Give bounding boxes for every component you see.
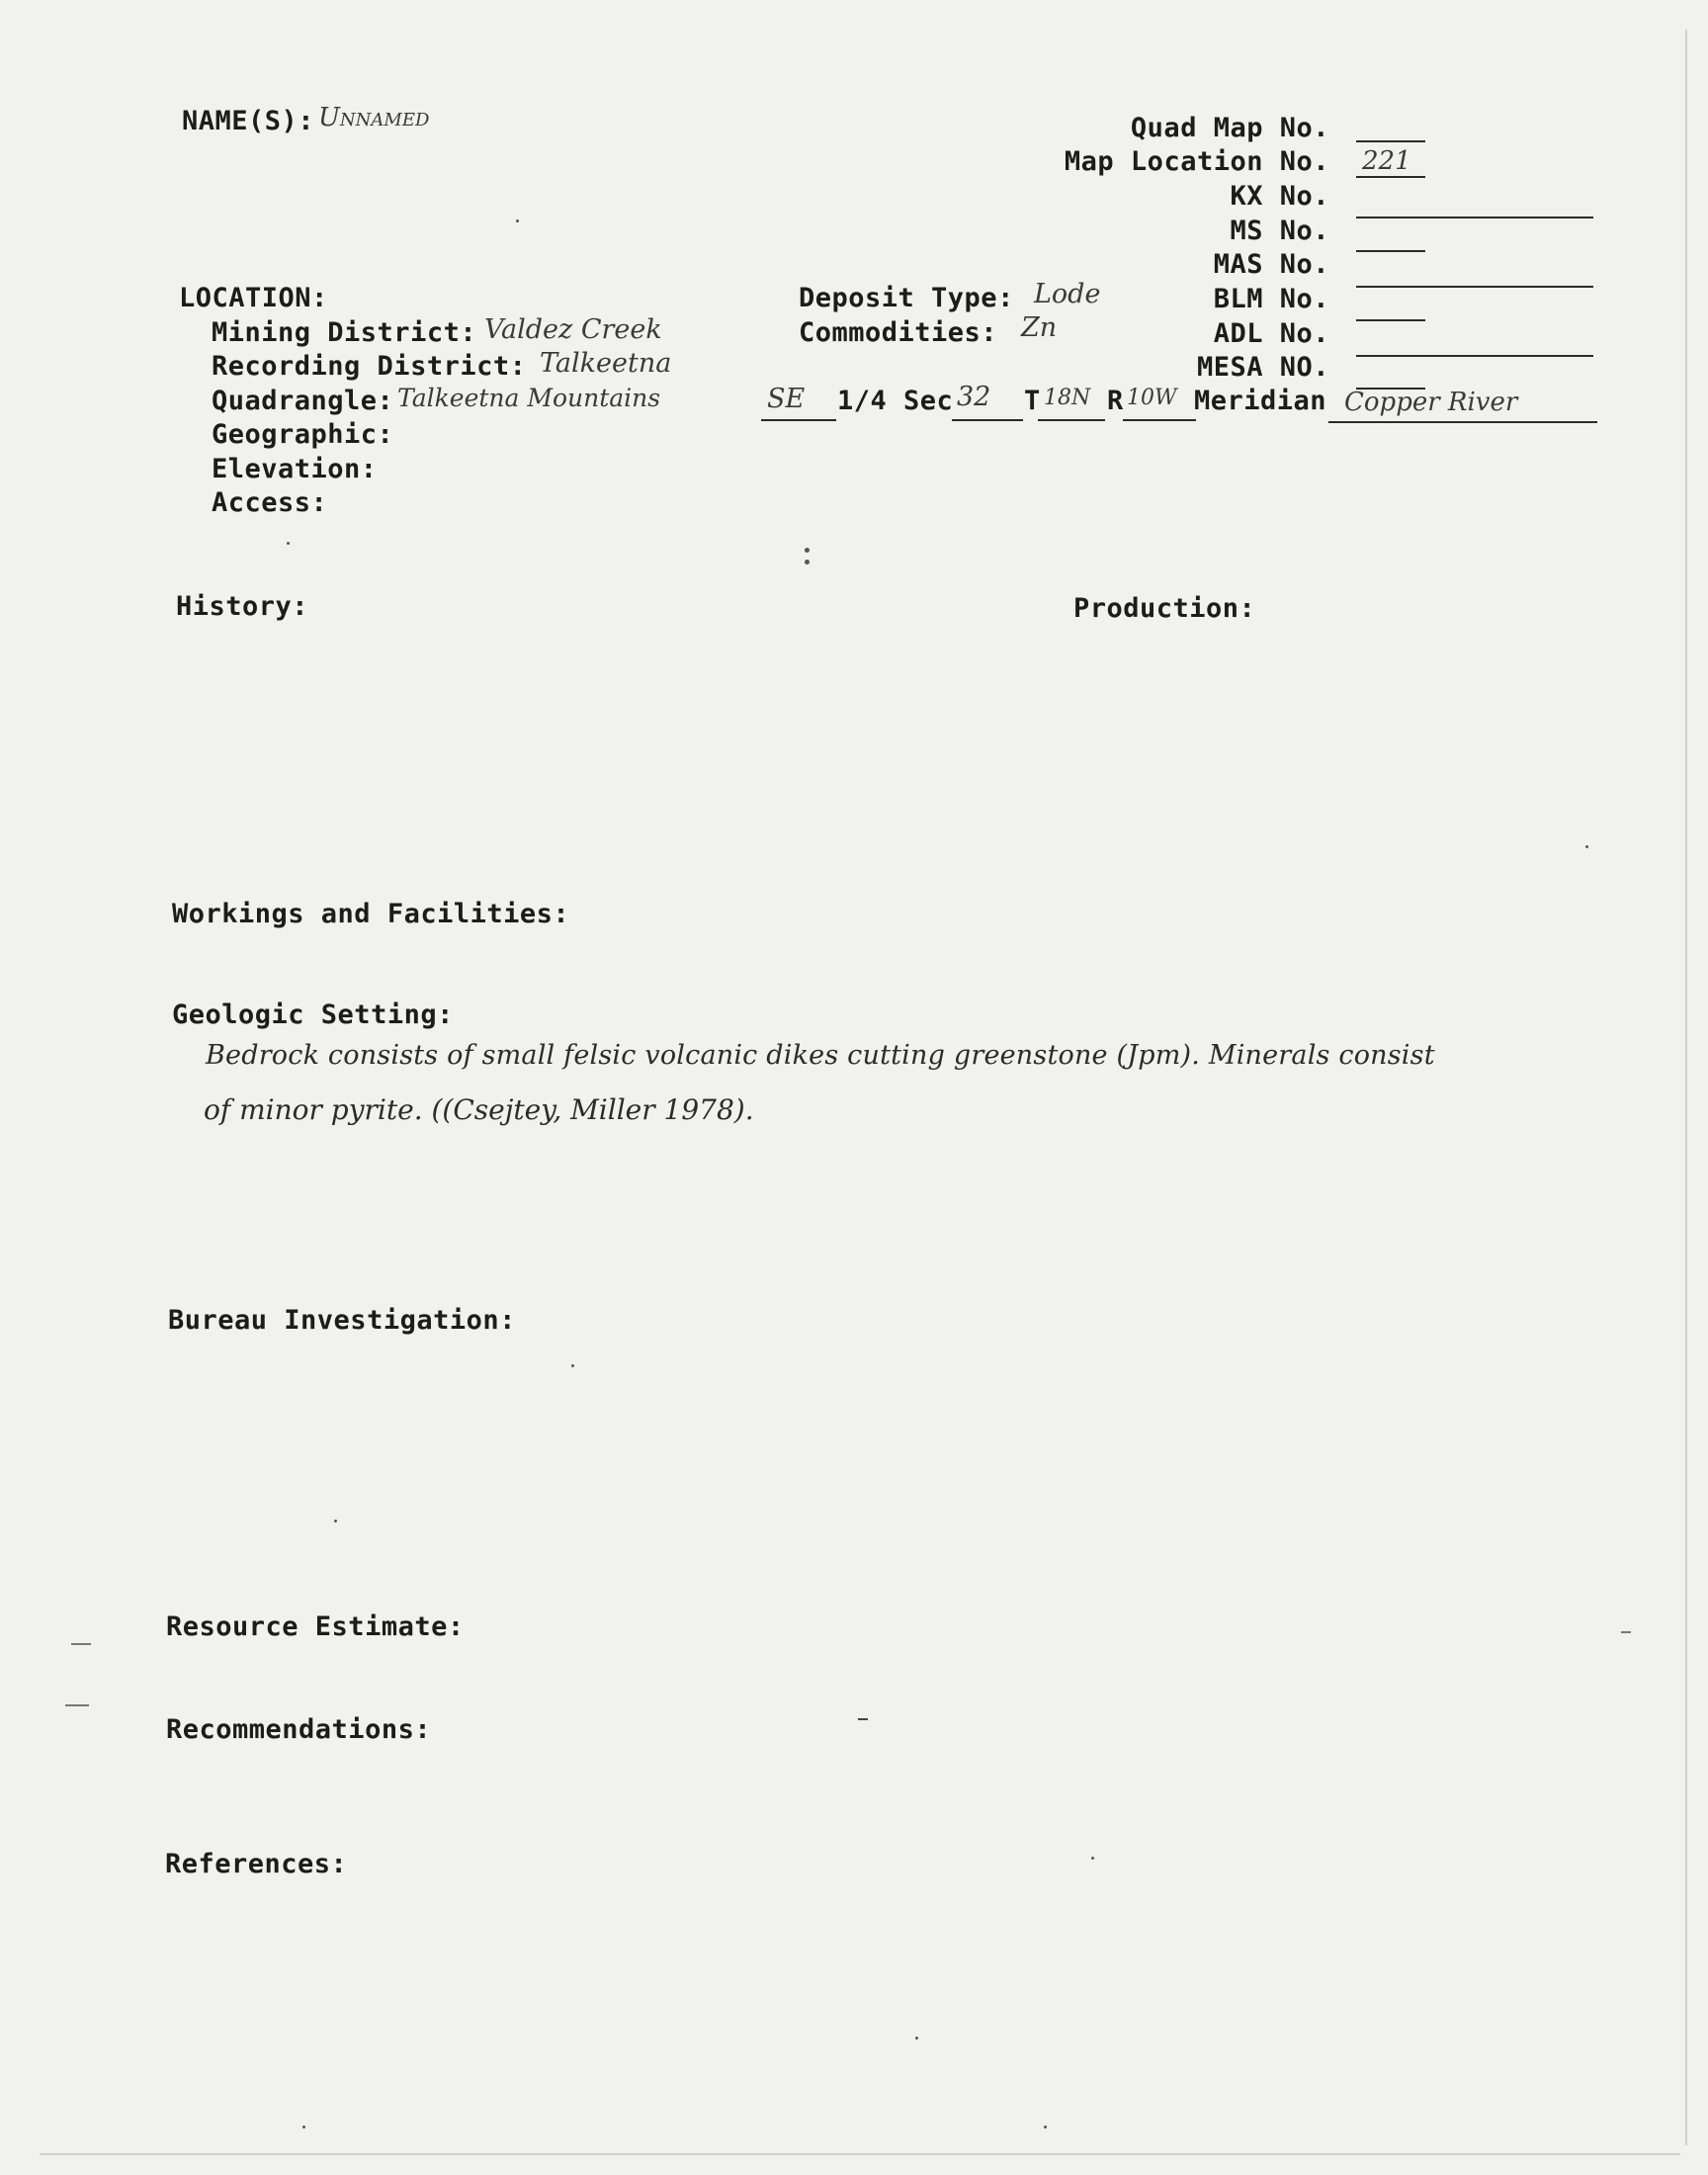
meridian-value: Copper River xyxy=(1344,388,1518,417)
scan-speck xyxy=(915,2037,918,2040)
production-label: Production: xyxy=(1073,593,1256,624)
geologic-text-line-2: of minor pyrite. ((Csejtey, Miller 1978). xyxy=(204,1093,754,1126)
mas-line xyxy=(1356,286,1593,288)
scan-dash xyxy=(1621,1631,1631,1633)
meridian-label: Meridian xyxy=(1194,386,1327,416)
scan-speck xyxy=(1044,2126,1047,2129)
scan-mark xyxy=(805,548,810,553)
quad-map-line xyxy=(1356,140,1425,142)
blm-label: BLM No. xyxy=(1213,284,1329,314)
quarter-value: SE xyxy=(767,384,806,414)
bureau-investigation-label: Bureau Investigation: xyxy=(168,1305,516,1336)
scan-dash xyxy=(65,1704,89,1706)
geographic-label: Geographic: xyxy=(212,419,394,450)
quarter-sec-label: 1/4 Sec xyxy=(837,386,954,416)
adl-line xyxy=(1356,355,1593,357)
access-label: Access: xyxy=(212,487,328,518)
range-label: R xyxy=(1107,386,1124,416)
page-edge-bottom xyxy=(40,2153,1680,2155)
scan-speck xyxy=(516,219,519,222)
recording-district-value: Talkeetna xyxy=(540,348,672,379)
geologic-text-line-1: Bedrock consists of small felsic volcanic dikes cutting greenstone (Jpm). Minerals consist xyxy=(206,1040,1435,1071)
map-location-label: Map Location No. xyxy=(1064,146,1329,177)
range-value: 10W xyxy=(1127,386,1177,410)
mas-label: MAS No. xyxy=(1213,249,1329,280)
scan-mark xyxy=(805,560,810,565)
mesa-label: MESA NO. xyxy=(1196,352,1329,383)
scan-dash xyxy=(858,1718,868,1720)
names-label: NAME(S): xyxy=(182,106,315,136)
commodities-label: Commodities: xyxy=(799,317,998,348)
quadrangle-value: Talkeetna Mountains xyxy=(397,384,661,412)
ms-line xyxy=(1356,250,1425,252)
commodities-value: Zn xyxy=(1021,312,1058,343)
section-line xyxy=(952,419,1023,421)
quarter-line xyxy=(761,419,836,421)
scan-speck xyxy=(1091,1857,1094,1860)
map-location-line xyxy=(1356,176,1425,178)
workings-label: Workings and Facilities: xyxy=(172,899,570,929)
meridian-line xyxy=(1328,421,1597,423)
township-label: T xyxy=(1024,386,1041,416)
mining-district-value: Valdez Creek xyxy=(484,314,662,345)
blm-line xyxy=(1356,319,1425,321)
deposit-type-label: Deposit Type: xyxy=(799,283,1014,313)
quadrangle-label: Quadrangle: xyxy=(212,386,394,416)
deposit-type-value: Lode xyxy=(1034,279,1101,309)
scan-speck xyxy=(287,542,290,545)
recommendations-label: Recommendations: xyxy=(166,1714,432,1745)
range-line xyxy=(1123,419,1196,421)
scan-speck xyxy=(334,1520,337,1522)
kx-line xyxy=(1356,217,1593,218)
resource-estimate-label: Resource Estimate: xyxy=(166,1611,465,1642)
elevation-label: Elevation: xyxy=(212,454,378,484)
ms-label: MS No. xyxy=(1230,216,1329,246)
township-line xyxy=(1038,419,1105,421)
scan-speck xyxy=(302,2126,305,2129)
scan-speck xyxy=(571,1364,574,1367)
recording-district-label: Recording District: xyxy=(212,351,527,382)
map-location-value: 221 xyxy=(1362,146,1411,176)
adl-label: ADL No. xyxy=(1213,318,1329,349)
kx-label: KX No. xyxy=(1230,181,1329,212)
location-heading: LOCATION: xyxy=(179,283,328,313)
mining-district-label: Mining District: xyxy=(212,317,477,348)
references-label: References: xyxy=(165,1849,348,1879)
page-edge-right xyxy=(1685,30,1687,2145)
names-value: Unnamed xyxy=(318,103,430,132)
section-value: 32 xyxy=(957,382,991,412)
history-label: History: xyxy=(176,591,309,622)
scan-dash xyxy=(71,1643,91,1645)
quad-map-label: Quad Map No. xyxy=(1130,113,1329,143)
scan-speck xyxy=(1585,845,1588,848)
township-value: 18N xyxy=(1044,386,1091,410)
geologic-setting-label: Geologic Setting: xyxy=(172,1000,454,1030)
